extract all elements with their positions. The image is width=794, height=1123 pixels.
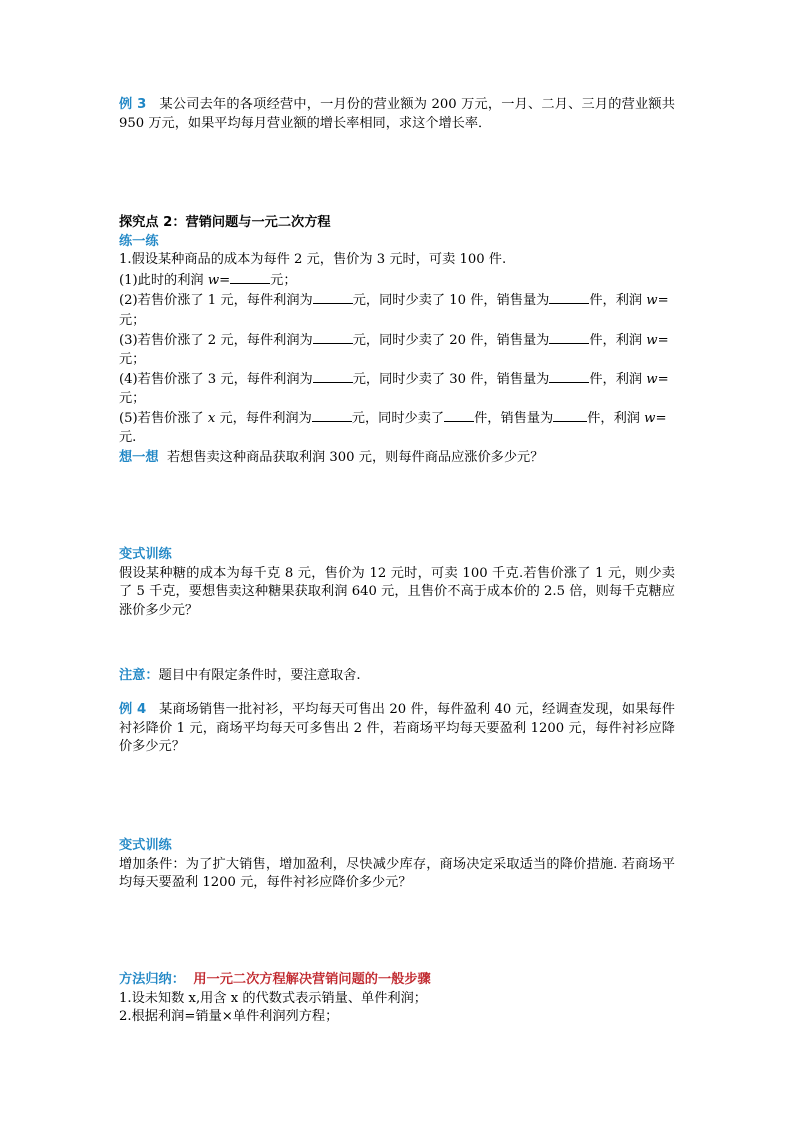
- q5-mid: ，同时少卖了: [364, 411, 445, 426]
- answer-blank[interactable]: [313, 369, 353, 383]
- variant-training-2: [119, 837, 675, 893]
- q4-end-unit: 元；: [119, 390, 146, 406]
- equals: =: [657, 372, 669, 387]
- question-5-end: [119, 429, 675, 448]
- variant-1-label: 变式训练: [119, 547, 172, 562]
- equals: =: [219, 272, 231, 288]
- equals: =: [657, 333, 669, 348]
- q5-unit: 元: [351, 411, 365, 426]
- question-5: [119, 408, 675, 429]
- variant-2-label: 变式训练: [119, 838, 172, 853]
- section-2: [119, 214, 675, 447]
- practice-intro: 1.假设某种商品的成本为每件 2 元，售价为 3 元时，可卖 100 件.: [119, 252, 507, 267]
- q3-text: (3)若售价涨了 2 元，每件利润为: [119, 333, 313, 348]
- method-summary: [119, 971, 675, 1027]
- question-3: [119, 330, 675, 351]
- example-4-label: 例 4: [119, 702, 147, 717]
- section-2-heading: 探究点 2：营销问题与一元二次方程: [119, 215, 331, 230]
- q4-piece: 件，利润: [589, 372, 647, 387]
- example-4-text: 某商场销售一批衬衫，平均每天可售出 20 件，每件盈利 40 元，经调查发现，如果每件衬衫降价 1 元，商场平均每天可多售出 2 件，若商场平均每天要盈利 1200 元，每件衬衫应降价多少元？: [119, 702, 675, 754]
- variant-1-text: 假设某种糖的成本为每千克 8 元，售价为 12 元时，可卖 100 千克.若售价涨了 1 元，则少卖了 5 千克，要想售卖这种糖果获取利润 640 元，且售价不高于成本价的 2.5 倍，则每千克糖应涨价多少元？: [119, 565, 675, 618]
- example-4: [119, 701, 675, 757]
- answer-blank[interactable]: [549, 330, 589, 344]
- variant-training-1: [119, 546, 675, 620]
- method-step-2: 2.根据利润=销量×单件利润列方程；: [119, 1009, 339, 1024]
- q4-unit: 元: [352, 372, 366, 387]
- q2-mid: ，同时少卖了 10 件，销售量为: [365, 293, 550, 308]
- w-symbol: w: [646, 293, 658, 308]
- answer-blank[interactable]: [549, 369, 589, 383]
- question-2-end: [119, 311, 675, 331]
- answer-blank[interactable]: [313, 290, 353, 304]
- w-symbol: w: [646, 333, 658, 348]
- q5-text-b: 元，每件利润为: [215, 411, 312, 426]
- question-3-end: [119, 351, 675, 370]
- q4-mid: ，同时少卖了 30 件，销售量为: [365, 372, 550, 387]
- answer-blank[interactable]: [230, 270, 270, 284]
- think-question: [119, 449, 675, 468]
- w-symbol: w: [646, 372, 658, 387]
- think-text: 若想售卖这种商品获取利润 300 元，则每件商品应涨价多少元？: [166, 450, 544, 465]
- q3-unit: 元: [352, 333, 366, 348]
- practice-label: 练一练: [119, 233, 159, 249]
- method-title: 用一元二次方程解决营销问题的一般步骤: [193, 972, 431, 987]
- example-3-label: 例 3: [119, 97, 147, 112]
- answer-blank[interactable]: [444, 408, 474, 422]
- q5-end-unit: 元.: [119, 429, 137, 445]
- think-label: 想一想: [119, 450, 159, 465]
- example-3: [119, 96, 675, 133]
- answer-blank[interactable]: [553, 408, 587, 422]
- note-text: 题目中有限定条件时，要注意取舍.: [158, 668, 361, 683]
- method-label: 方法归纳：: [119, 972, 185, 987]
- note-label: 注意：: [119, 668, 159, 683]
- q2-piece: 件，利润: [589, 293, 647, 308]
- question-2: [119, 290, 675, 311]
- q5-piece: 件，利润: [587, 411, 645, 426]
- q2-end-unit: 元；: [119, 312, 146, 328]
- equals: =: [657, 293, 669, 308]
- method-heading: [119, 971, 675, 990]
- example-3-text: 某公司去年的各项经营中，一月份的营业额为 200 万元，一月、二月、三月的营业额共 950 万元，如果平均每月营业额的增长率相同，求这个增长率．: [119, 97, 675, 131]
- answer-blank[interactable]: [549, 290, 589, 304]
- q2-unit: 元: [352, 293, 366, 308]
- q2-text: (2)若售价涨了 1 元，每件利润为: [119, 293, 313, 308]
- variant-2-text: 增加条件：为了扩大销售，增加盈利，尽快减少库存，商场决定采取适当的降价措施. 若商场平均每天要盈利 1200 元，每件衬衫应降价多少元？: [119, 856, 675, 890]
- x-symbol: x: [207, 411, 216, 426]
- q4-text: (4)若售价涨了 3 元，每件利润为: [119, 372, 313, 387]
- answer-blank[interactable]: [312, 408, 352, 422]
- method-step-1: 1.设未知数 x,用含 x 的代数式表示销量、单件利润；: [119, 990, 427, 1006]
- note: [119, 667, 675, 686]
- q1-unit: 元；: [270, 272, 297, 288]
- answer-blank[interactable]: [313, 330, 353, 344]
- question-4: [119, 369, 675, 390]
- q3-mid: ，同时少卖了 20 件，销售量为: [365, 333, 550, 348]
- q1-text: (1)此时的利润: [119, 272, 208, 288]
- q3-end-unit: 元；: [119, 351, 146, 367]
- equals: =: [655, 411, 667, 426]
- q5-sales: 件，销售量为: [474, 411, 554, 426]
- q5-text: (5)若售价涨了: [119, 411, 208, 426]
- w-symbol: w: [207, 272, 220, 288]
- q3-piece: 件，利润: [589, 333, 647, 348]
- w-symbol: w: [644, 411, 656, 426]
- question-4-end: [119, 390, 675, 409]
- question-1: [119, 270, 675, 291]
